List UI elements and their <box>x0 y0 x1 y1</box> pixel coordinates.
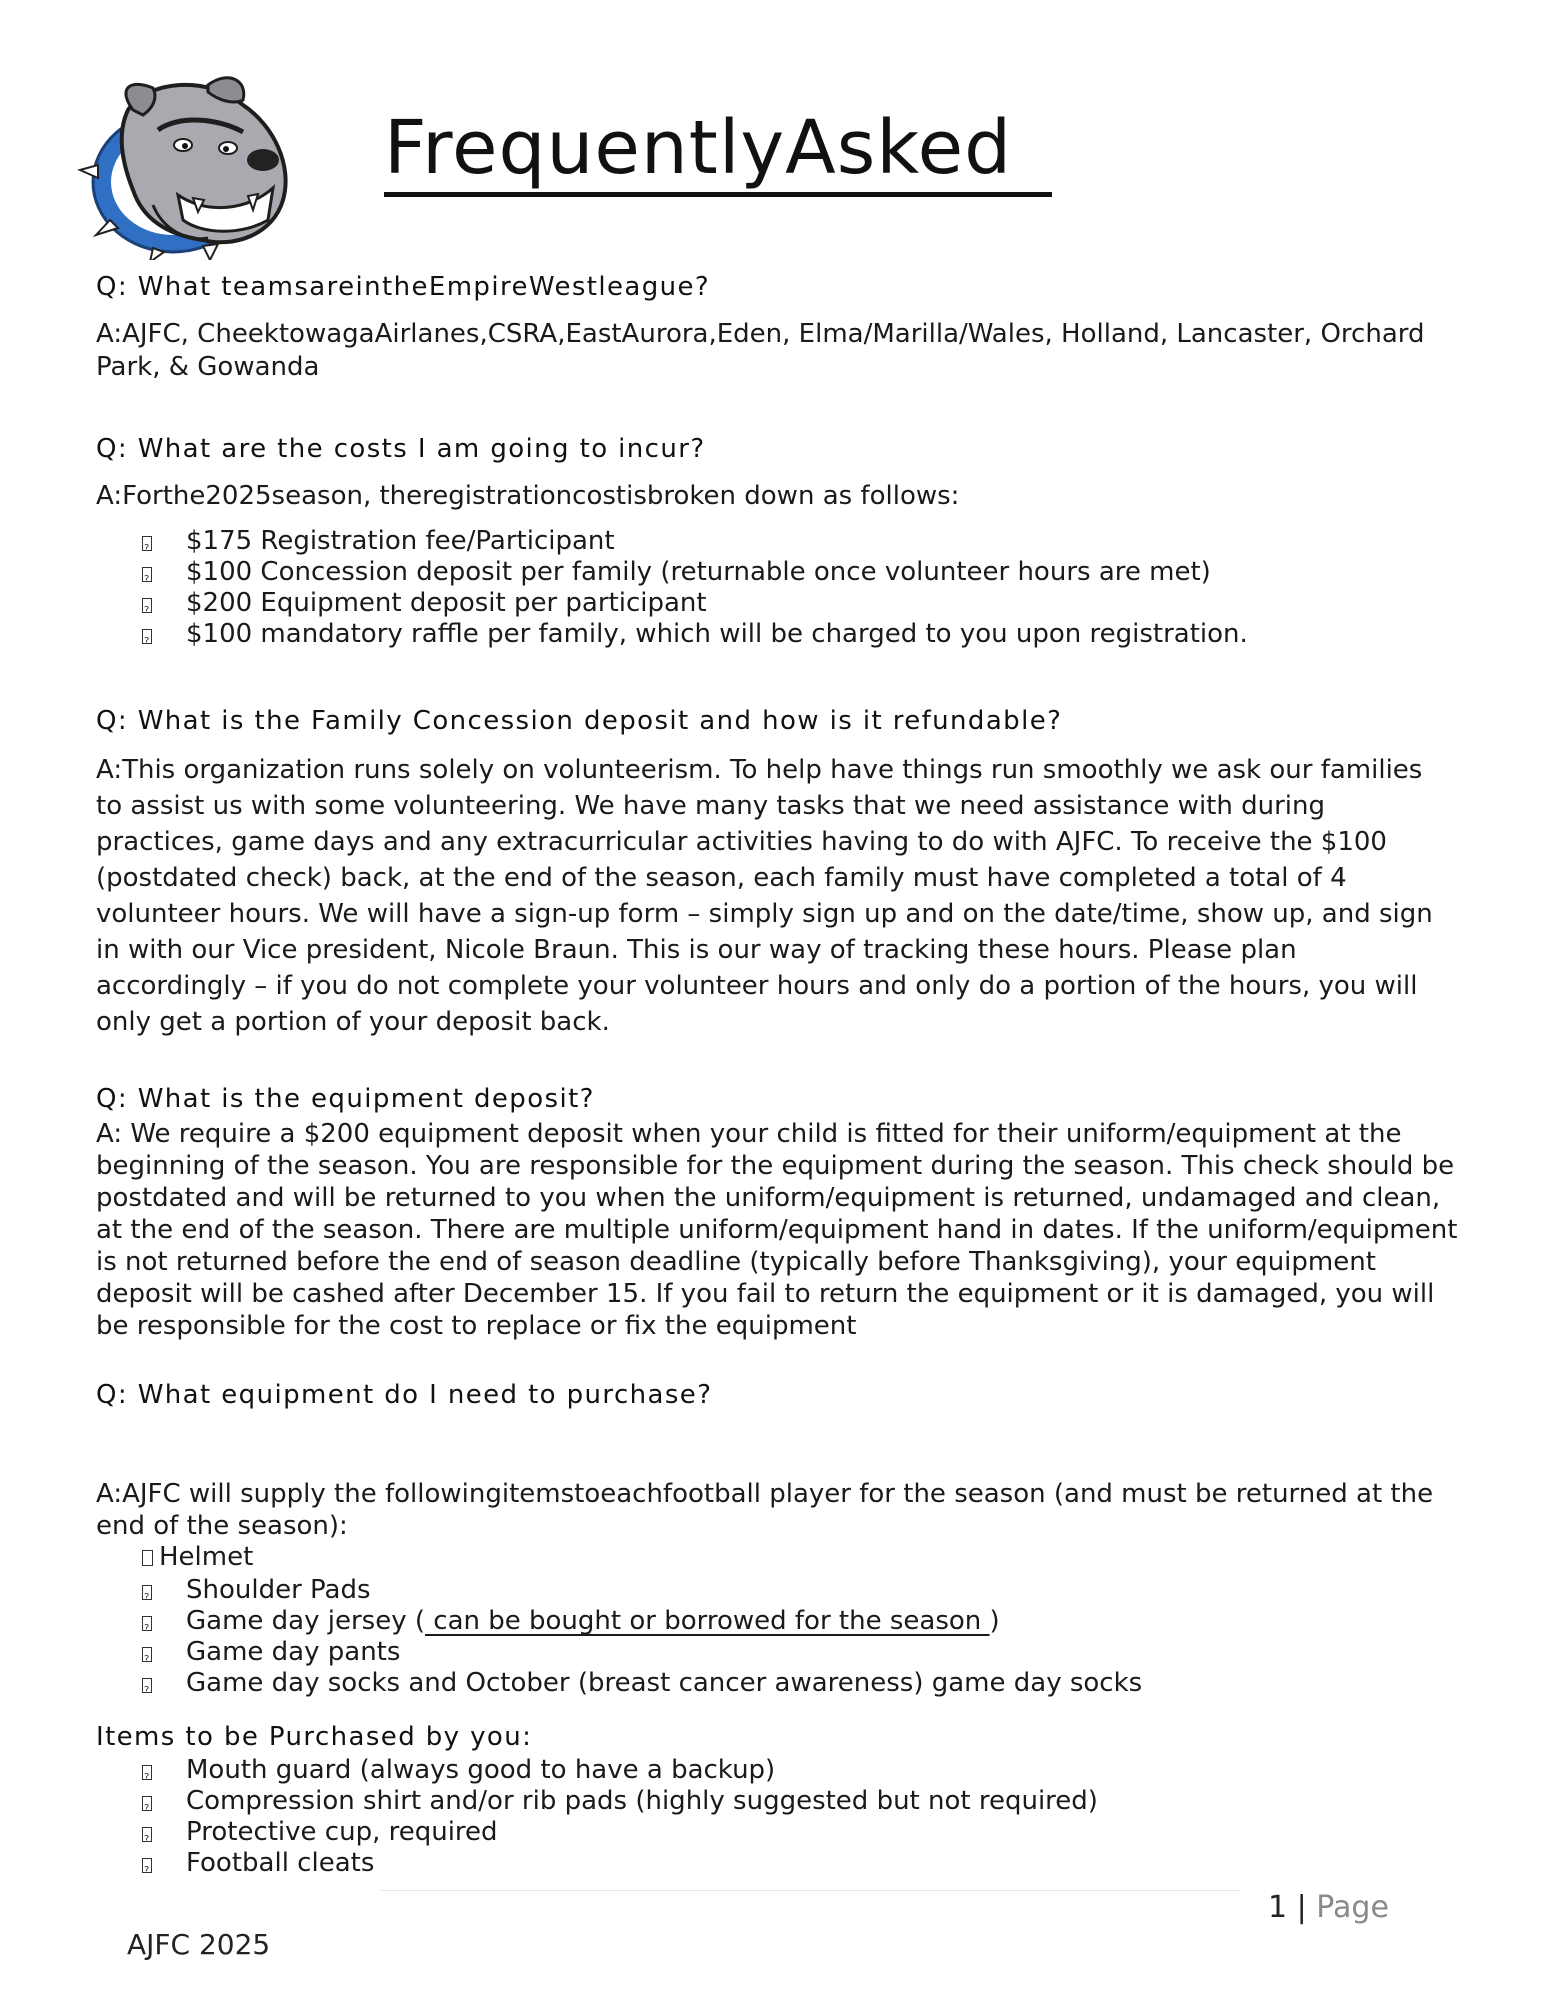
faq-costs-question: Q: What are the costs I am going to incur? <box>96 434 706 464</box>
bullet-icon <box>142 1827 152 1842</box>
list-item: ? Mouth guard (always good to have a backup) <box>96 1755 1098 1786</box>
list-item: Helmet <box>142 1542 253 1573</box>
bullet-icon <box>142 1765 152 1780</box>
faq-costs-answer: A:Forthe2025season, theregistrationcostisbroken down as follows: <box>96 481 960 511</box>
bullet-icon <box>142 1550 153 1566</box>
list-item: ? Protective cup, required <box>96 1817 1098 1848</box>
list-item: ? Shoulder Pads <box>96 1575 1142 1606</box>
list-item: ? Football cleats <box>96 1848 1098 1879</box>
list-item: ? Game day jersey ( can be bought or borrowed for the season ) <box>96 1606 1142 1637</box>
bullet-icon <box>142 1585 152 1600</box>
footer-divider <box>380 1890 1240 1891</box>
faq-equipment-deposit-question: Q: What is the equipment deposit? <box>96 1084 595 1114</box>
page-number: 1 | Page <box>1268 1890 1389 1925</box>
faq-concession-answer: A:This organization runs solely on volunteerism. To help have things run smoothly we ask our families to assist us with some volunteering. We have many tasks that we need assistance with during practices, game days and any extracurricular activities having to do with AJFC. To receive the $100 (postdated check) back, at the end of the season, each family must have completed a total of 4 volunteer hours. We will have a sign-up form – simply sign up and on the date/time, show up, and sign in with our Vice president, Nicole Braun. This is our way of tracking these hours. Please plan accordingly – if you do not complete your volunteer hours and only do a portion of the hours, you will only get a portion of your deposit back. <box>96 755 1433 1037</box>
supplied-list <box>96 1575 1142 1699</box>
bullet-icon <box>142 1616 152 1631</box>
list-item: ? Game day pants <box>96 1637 1142 1668</box>
cost-list <box>96 526 1248 650</box>
bullet-icon <box>142 1796 152 1811</box>
purchase-list <box>96 1755 1098 1879</box>
list-item: ? Game day socks and October (breast cancer awareness) game day socks <box>96 1668 1142 1699</box>
bullet-icon <box>142 598 152 613</box>
list-item: ? $200 Equipment deposit per participant <box>96 588 1248 619</box>
bullet-icon <box>142 629 152 644</box>
bullet-icon <box>142 1647 152 1662</box>
list-item: ? Compression shirt and/or rib pads (highly suggested but not required) <box>96 1786 1098 1817</box>
faq-concession-question: Q: What is the Family Concession deposit and how is it refundable? <box>96 706 1063 736</box>
faq-teams-answer: A:AJFC, CheektowagaAirlanes,CSRA,EastAurora,Eden, Elma/Marilla/Wales, Holland, Lancaster, Orchard Park, & Gowanda <box>96 319 1425 382</box>
bullet-icon <box>142 567 152 582</box>
faq-equipment-deposit-answer: A: We require a $200 equipment deposit when your child is fitted for their uniform/equipment at the beginning of the season. You are responsible for the equipment during the season. This check should be postdated and will be returned to you when the uniform/equipment is returned, undamaged and clean, at the end of the season. There are multiple uniform/equipment hand in dates. If the uniform/equipment is not returned before the end of season deadline (typically before Thanksgiving), your equipment deposit will be cashed after December 15. If you fail to return the equipment or it is damaged, you will be responsible for the cost to replace or fix the equipment <box>96 1119 1458 1341</box>
list-item: ? $175 Registration fee/Participant <box>96 526 1248 557</box>
purchase-heading: Items to be Purchased by you: <box>96 1722 533 1752</box>
bullet-icon <box>142 1858 152 1873</box>
list-item: ? $100 Concession deposit per family (returnable once volunteer hours are met) <box>96 557 1248 588</box>
list-item: ? $100 mandatory raffle per family, which will be charged to you upon registration. <box>96 619 1248 650</box>
faq-purchase-question: Q: What equipment do I need to purchase? <box>96 1380 713 1410</box>
bullet-icon <box>142 1678 152 1693</box>
page-title: FrequentlyAsked <box>384 108 1052 197</box>
faq-teams-question: Q: What teamsareintheEmpireWestleague? <box>96 272 711 302</box>
faq-purchase-answer: A:AJFC will supply the followingitemstoeachfootball player for the season (and must be returned at the end of the season): <box>96 1479 1434 1541</box>
footer-org-year: AJFC 2025 <box>127 1928 271 1961</box>
bulldog-mascot-icon <box>58 70 308 260</box>
bullet-icon <box>142 536 152 551</box>
